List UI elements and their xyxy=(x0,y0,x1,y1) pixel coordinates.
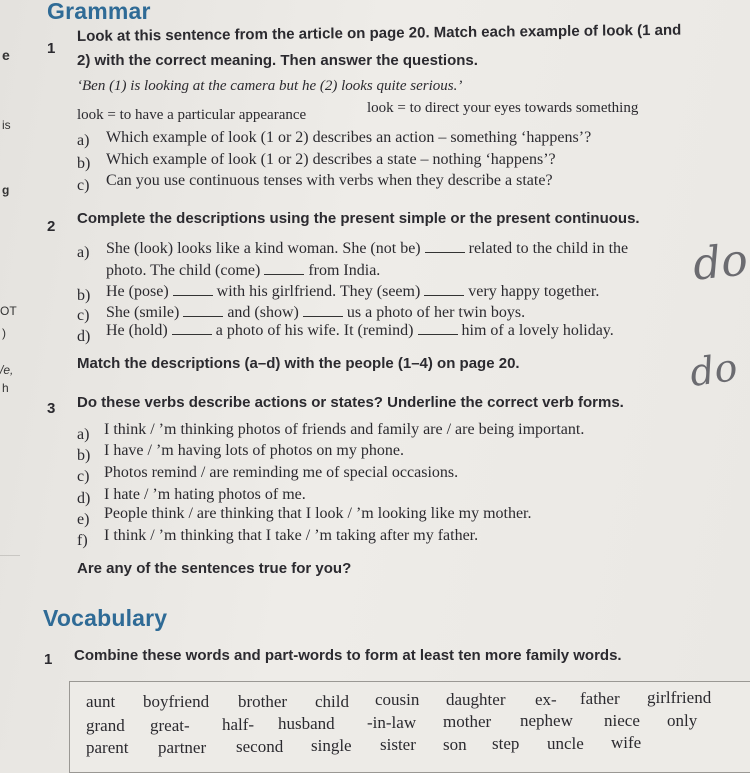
word: nephew xyxy=(520,711,573,730)
exercise-instruction: Combine these words and part-words to form at least ten more family words. xyxy=(74,647,622,664)
exercise-item xyxy=(106,283,599,301)
word: daughter xyxy=(446,690,506,709)
item-text: related to the child in the xyxy=(468,240,629,257)
item-text: He (hold) xyxy=(106,322,168,339)
exercise-item xyxy=(106,322,614,340)
item-text: very happy together. xyxy=(468,283,600,300)
item-label: e) xyxy=(77,511,90,528)
item-text: a photo of his wife. It (remind) xyxy=(215,322,414,339)
word: -in-law xyxy=(367,713,417,732)
item-label: b) xyxy=(77,287,91,304)
answer-blank[interactable] xyxy=(303,315,343,317)
word: half- xyxy=(222,715,255,734)
item-label: c) xyxy=(77,468,90,485)
exercise-instruction: Do these verbs describe actions or states? Underline the correct verb forms. xyxy=(77,394,624,411)
item-text: and (show) xyxy=(227,304,299,321)
question-item: Which example of look (1 or 2) describes an action – something ‘happens’? xyxy=(106,129,592,146)
exercise-item: I have / ’m having lots of photos on my phone. xyxy=(104,442,404,459)
margin-fragment: g xyxy=(2,183,10,197)
word: sister xyxy=(380,735,416,754)
exercise-number: 2 xyxy=(47,218,56,235)
answer-blank[interactable] xyxy=(424,294,464,296)
exercise-item: People think / are thinking that I look / ’m looking like my mother. xyxy=(104,505,532,522)
margin-fragment: is xyxy=(2,118,11,132)
exercise-instruction: 2) with the correct meaning. Then answer the questions. xyxy=(77,52,478,69)
answer-blank[interactable] xyxy=(183,315,223,317)
item-text: him of a lovely holiday. xyxy=(461,322,614,339)
item-label: b) xyxy=(77,155,91,172)
example-quote: ‘Ben (1) is looking at the camera but he (2) looks quite serious.’ xyxy=(77,78,463,94)
word: single xyxy=(311,736,352,755)
word: parent xyxy=(86,738,129,757)
item-label: b) xyxy=(77,447,91,464)
definition-2: look = to direct your eyes towards something xyxy=(367,100,639,116)
word: mother xyxy=(443,712,492,731)
item-text: He (pose) xyxy=(106,283,169,300)
margin-divider xyxy=(0,555,20,556)
answer-blank[interactable] xyxy=(264,273,304,275)
question-item: Which example of look (1 or 2) describes a state – nothing ‘happens’? xyxy=(106,151,556,168)
item-text: photo. The child (come) xyxy=(106,262,261,279)
item-label: f) xyxy=(77,532,88,549)
handwritten-note: do xyxy=(687,344,741,396)
item-text: from India. xyxy=(308,262,381,279)
word: father xyxy=(580,689,620,708)
word: son xyxy=(443,735,467,754)
exercise-instruction: Look at this sentence from the article on page 20. Match each example of look (1 and xyxy=(76,21,682,45)
word: husband xyxy=(278,714,335,733)
definition-1: look = to have a particular appearance xyxy=(77,107,307,123)
word: partner xyxy=(158,738,207,757)
item-label: a) xyxy=(77,244,90,261)
exercise-item-continued xyxy=(106,262,380,280)
answer-blank[interactable] xyxy=(172,333,212,335)
question-item: Can you use continuous tenses with verbs when they describe a state? xyxy=(106,172,553,189)
match-instruction: Match the descriptions (a–d) with the people (1–4) on page 20. xyxy=(77,355,520,372)
item-label: d) xyxy=(77,490,91,507)
word: grand xyxy=(86,716,125,735)
item-text: with his girlfriend. They (seem) xyxy=(216,283,421,300)
exercise-item xyxy=(106,304,525,322)
margin-fragment: ) xyxy=(2,326,6,340)
item-label: c) xyxy=(77,177,90,194)
exercise-number: 1 xyxy=(44,651,53,668)
margin-fragment: e xyxy=(2,47,10,63)
exercise-item: I think / ’m thinking photos of friends and family are / are being important. xyxy=(104,421,585,438)
word: ex- xyxy=(535,690,557,709)
word: boyfriend xyxy=(143,692,210,711)
item-label: d) xyxy=(77,328,91,345)
followup-question: Are any of the sentences true for you? xyxy=(77,560,352,577)
item-label: a) xyxy=(77,426,90,443)
word: great- xyxy=(150,716,190,735)
word: niece xyxy=(604,711,640,730)
vocabulary-heading: Vocabulary xyxy=(43,605,168,631)
word: child xyxy=(315,692,349,711)
item-text: She (look) looks like a kind woman. She (not be) xyxy=(106,240,421,257)
word: step xyxy=(492,734,520,753)
margin-fragment: h xyxy=(2,381,9,395)
exercise-item: Photos remind / are reminding me of special occasions. xyxy=(104,464,459,481)
word: second xyxy=(236,737,284,756)
margin-fragment: /e, xyxy=(0,363,14,377)
handwritten-note: do xyxy=(690,234,750,291)
word: cousin xyxy=(375,690,420,709)
item-label: a) xyxy=(77,132,90,149)
word: girlfriend xyxy=(647,688,712,707)
exercise-number: 1 xyxy=(47,40,56,57)
exercise-number: 3 xyxy=(47,400,56,417)
exercise-item: I think / ’m thinking that I take / ’m taking after my father. xyxy=(104,527,479,544)
exercise-item xyxy=(106,240,628,258)
word: brother xyxy=(238,692,288,711)
word-box xyxy=(69,681,750,773)
margin-fragment: OT xyxy=(0,304,17,318)
item-label: c) xyxy=(77,307,90,324)
word: uncle xyxy=(547,734,584,753)
answer-blank[interactable] xyxy=(418,333,458,335)
answer-blank[interactable] xyxy=(425,251,465,253)
word: wife xyxy=(611,733,642,752)
word: only xyxy=(667,711,698,730)
exercise-item: I hate / ’m hating photos of me. xyxy=(104,486,306,503)
item-text: She (smile) xyxy=(106,304,180,321)
exercise-instruction: Complete the descriptions using the present simple or the present continuous. xyxy=(77,210,640,227)
word: aunt xyxy=(86,692,116,711)
item-text: us a photo of her twin boys. xyxy=(346,304,526,321)
answer-blank[interactable] xyxy=(173,294,213,296)
grammar-heading: Grammar xyxy=(47,0,151,24)
